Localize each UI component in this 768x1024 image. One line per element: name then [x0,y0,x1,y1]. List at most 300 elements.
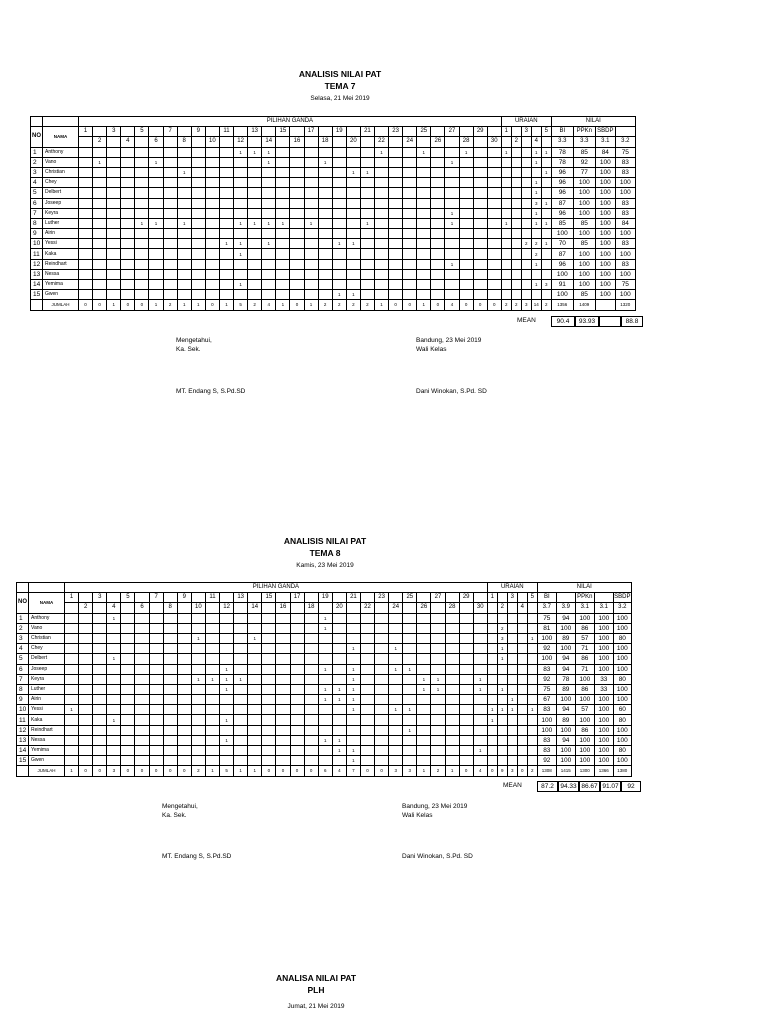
wrong-answer-cell [191,746,205,756]
student-no: 3 [31,167,43,177]
score-cell: 80 [613,715,631,725]
essay-cell [497,746,507,756]
wrong-answer-cell [248,735,262,745]
wrong-answer-cell [403,644,417,654]
wrong-answer-cell [177,725,191,735]
wrong-answer-cell [290,695,304,705]
jumlah-row [17,766,632,776]
wrong-answer-cell [360,644,374,654]
wrong-answer-cell [445,756,459,766]
wrong-answer-cell [389,613,403,623]
wrong-answer-cell [248,756,262,766]
score-cell: 100 [595,249,615,259]
student-name: Joseep [43,198,79,208]
essay-cell [507,746,517,756]
wrong-answer-cell: 1 [431,684,445,694]
essay-cell [527,613,537,623]
wrong-answer-cell [304,695,318,705]
wrong-answer-cell [290,633,304,643]
report-title-line1: ANALISIS NILAI PAT [298,69,382,79]
wrong-answer-cell: 1 [262,157,276,167]
wrong-answer-cell: 1 [346,746,360,756]
student-row [17,674,632,684]
wrong-answer-cell [346,725,360,735]
student-row [17,725,632,735]
score-cell: 80 [613,674,631,684]
wrong-answer-cell [149,623,163,633]
wrong-answer-cell [234,715,248,725]
essay-cell [487,674,497,684]
student-no: 9 [31,229,43,239]
wrong-answer-cell [205,756,219,766]
wrong-answer-cell [276,633,290,643]
essay-cell [507,715,517,725]
wrong-answer-cell [473,644,487,654]
jumlah-pg-cell: 1 [219,300,233,310]
wrong-answer-cell [163,756,177,766]
student-name: Airin [29,695,65,705]
wrong-answer-cell [149,746,163,756]
score-cell: 100 [595,198,615,208]
wrong-answer-cell [459,705,473,715]
wrong-answer-cell [276,664,290,674]
wrong-answer-cell [191,735,205,745]
signature-right-name: Dani Winokan, S.Pd. SD [402,853,473,860]
wrong-answer-cell [177,633,191,643]
wrong-answer-cell [375,695,389,705]
score-cell: 100 [595,239,615,249]
score-cell: 100 [537,715,556,725]
wrong-answer-cell: 1 [318,664,332,674]
wrong-answer-cell [205,644,219,654]
question-number: 15 [262,593,276,603]
student-row [17,613,632,623]
student-no: 1 [31,147,43,157]
score-cell: 89 [556,633,575,643]
question-number [332,593,346,603]
wrong-answer-cell [220,644,234,654]
report-title-line1: ANALISIS NILAI PAT [283,536,367,546]
wrong-answer-cell: 1 [220,715,234,725]
wrong-answer-cell [389,746,403,756]
score-cell: 100 [573,208,595,218]
wrong-answer-cell [403,623,417,633]
student-no: 15 [17,756,29,766]
wrong-answer-cell: 1 [234,218,248,228]
wrong-answer-cell [473,695,487,705]
signature-left-line1: Mengetahui, [176,337,212,344]
student-name: Chey [29,644,65,654]
essay-cell [507,613,517,623]
wrong-answer-cell [459,735,473,745]
wrong-answer-cell [262,735,276,745]
wrong-answer-cell [262,725,276,735]
jumlah-pg-cell: 0 [459,300,473,310]
wrong-answer-cell [417,756,431,766]
wrong-answer-cell [163,684,177,694]
wrong-answer-cell [93,623,107,633]
mean-values [537,781,641,792]
kd-code: 3.1 [575,603,594,613]
wrong-answer-cell [121,613,135,623]
wrong-answer-cell [346,735,360,745]
jumlah-pg-cell: 0 [135,766,149,776]
score-cell: 100 [595,229,615,239]
wrong-answer-cell [375,746,389,756]
essay-cell [527,746,537,756]
essay-cell: 1 [531,147,541,157]
wrong-answer-cell [290,756,304,766]
wrong-answer-cell [107,756,121,766]
wrong-answer-cell [149,654,163,664]
wrong-answer-cell [205,746,219,756]
wrong-answer-cell [417,725,431,735]
header-nilai: NILAI [551,117,635,127]
wrong-answer-cell [191,654,205,664]
wrong-answer-cell [79,623,93,633]
wrong-answer-cell [375,613,389,623]
essay-cell [497,695,507,705]
score-cell: 96 [551,188,573,198]
question-number: 22 [360,603,374,613]
wrong-answer-cell: 1 [332,735,346,745]
essay-cell [487,613,497,623]
score-cell: 100 [594,695,613,705]
score-cell: 83 [615,239,635,249]
question-number: 10 [205,137,219,147]
wrong-answer-cell: 1 [403,705,417,715]
wrong-answer-cell [135,633,149,643]
score-cell: 100 [595,157,615,167]
wrong-answer-cell [220,756,234,766]
score-cell: 100 [594,735,613,745]
wrong-answer-cell [163,644,177,654]
essay-number [487,603,497,613]
wrong-answer-cell [234,654,248,664]
score-cell: 100 [595,269,615,279]
mean-value: 93.93 [575,316,599,327]
score-cell: 100 [594,633,613,643]
score-cell: 100 [573,249,595,259]
score-cell: 86 [575,654,594,664]
wrong-answer-cell [403,695,417,705]
wrong-answer-cell: 1 [262,218,276,228]
essay-cell [527,735,537,745]
wrong-answer-cell [403,756,417,766]
wrong-answer-cell [360,613,374,623]
wrong-answer-cell [304,684,318,694]
wrong-answer-cell: 1 [248,633,262,643]
signature-right-line1: Bandung, 23 Mei 2019 [416,337,482,344]
jumlah-pg-cell: 7 [346,766,360,776]
score-cell: 80 [613,633,631,643]
wrong-answer-cell [389,756,403,766]
essay-cell [517,644,527,654]
question-number [191,593,205,603]
wrong-answer-cell [220,746,234,756]
report-title-line2: TEMA 8 [309,548,341,558]
student-name: Anthony [29,613,65,623]
wrong-answer-cell [276,644,290,654]
essay-cell: 1 [497,654,507,664]
wrong-answer-cell: 1 [346,290,360,300]
question-number: 11 [205,593,219,603]
score-cell: 83 [615,167,635,177]
wrong-answer-cell [107,735,121,745]
jumlah-pg-cell: 0 [79,766,93,776]
jumlah-pg-cell: 2 [360,300,374,310]
wrong-answer-cell [93,746,107,756]
wrong-answer-cell: 1 [360,218,374,228]
header-uraian: URAIAN [501,117,551,127]
wrong-answer-cell [304,644,318,654]
score-cell: 75 [615,147,635,157]
jumlah-pg-cell: 0 [290,766,304,776]
wrong-answer-cell [220,705,234,715]
wrong-answer-cell: 1 [234,239,248,249]
score-cell: 100 [551,229,573,239]
wrong-answer-cell [121,715,135,725]
question-number: 5 [135,127,149,137]
question-number: 6 [135,603,149,613]
wrong-answer-cell [107,725,121,735]
wrong-answer-cell: 1 [234,249,248,259]
header-pilihan-ganda: PILIHAN GANDA [65,583,488,593]
wrong-answer-cell [79,674,93,684]
wrong-answer-cell: 1 [332,684,346,694]
question-number [65,603,79,613]
essay-number: 1 [501,127,511,137]
subject-label: SBDP [595,127,615,137]
essay-cell: 2 [497,623,507,633]
score-cell: 100 [595,178,615,188]
jumlah-pg-cell: 2 [248,300,262,310]
wrong-answer-cell [248,684,262,694]
wrong-answer-cell [177,613,191,623]
wrong-answer-cell [177,735,191,745]
essay-cell [527,623,537,633]
wrong-answer-cell [473,725,487,735]
score-cell: 100 [575,756,594,766]
wrong-answer-cell [431,654,445,664]
question-number: 26 [431,137,445,147]
wrong-answer-cell [205,613,219,623]
wrong-answer-cell: 1 [346,644,360,654]
jumlah-pg-cell: 5 [220,766,234,776]
student-row [17,684,632,694]
wrong-answer-cell [262,633,276,643]
wrong-answer-cell [304,654,318,664]
question-number: 12 [234,137,248,147]
wrong-answer-cell: 1 [234,674,248,684]
score-cell: 70 [551,239,573,249]
wrong-answer-cell [191,644,205,654]
wrong-answer-cell [248,674,262,684]
jumlah-pg-cell: 1 [248,766,262,776]
wrong-answer-cell: 1 [234,147,248,157]
essay-cell [497,725,507,735]
question-number: 8 [177,137,191,147]
signature-right-line2: Wali Kelas [416,346,447,353]
score-cell: 89 [556,715,575,725]
jumlah-pg-cell: 0 [304,766,318,776]
kd-code: 3.9 [556,603,575,613]
wrong-answer-cell [276,623,290,633]
wrong-answer-cell: 1 [417,147,431,157]
question-number: 24 [403,137,417,147]
wrong-answer-cell [135,735,149,745]
essay-cell [507,756,517,766]
wrong-answer-cell [389,674,403,684]
wrong-answer-cell [79,735,93,745]
student-no: 1 [17,613,29,623]
jumlah-pg-cell: 2 [346,300,360,310]
student-name: Delbert [43,188,79,198]
question-number: 4 [121,137,135,147]
question-number: 20 [346,137,360,147]
wrong-answer-cell [191,613,205,623]
wrong-answer-cell [177,664,191,674]
wrong-answer-cell [389,715,403,725]
student-name: Vano [43,157,79,167]
wrong-answer-cell [79,725,93,735]
wrong-answer-cell [389,633,403,643]
report-date: Selasa, 21 Mei 2019 [310,95,370,102]
question-number: 16 [276,603,290,613]
wrong-answer-cell [290,644,304,654]
jumlah-score-cell: 1366 [594,766,613,776]
score-cell: 75 [537,613,556,623]
wrong-answer-cell [262,664,276,674]
student-name: Anthony [43,147,79,157]
essay-cell [507,725,517,735]
essay-cell [517,695,527,705]
essay-cell [507,633,517,643]
essay-cell [497,735,507,745]
wrong-answer-cell [163,613,177,623]
wrong-answer-cell [360,715,374,725]
score-cell: 100 [615,188,635,198]
wrong-answer-cell [332,664,346,674]
wrong-answer-cell [177,746,191,756]
wrong-answer-cell [107,705,121,715]
question-number: 1 [79,127,93,137]
essay-cell [507,735,517,745]
wrong-answer-cell [79,715,93,725]
wrong-answer-cell [360,735,374,745]
question-number [360,593,374,603]
jumlah-pg-cell: 0 [93,766,107,776]
jumlah-pg-cell: 2 [318,300,332,310]
question-number [403,603,417,613]
score-cell: 100 [595,208,615,218]
score-cell: 100 [613,725,631,735]
score-cell: 87 [551,249,573,259]
wrong-answer-cell [191,623,205,633]
wrong-answer-cell [220,633,234,643]
score-cell: 100 [537,633,556,643]
score-cell: 100 [594,746,613,756]
wrong-answer-cell [248,654,262,664]
score-cell: 100 [556,725,575,735]
signature-right [402,802,467,820]
essay-cell [527,674,537,684]
wrong-answer-cell [121,633,135,643]
wrong-answer-cell [389,623,403,633]
essay-cell: 1 [531,259,541,269]
wrong-answer-cell [459,633,473,643]
wrong-answer-cell [360,725,374,735]
essay-cell [507,684,517,694]
wrong-answer-cell [65,633,79,643]
wrong-answer-cell [135,695,149,705]
essay-cell [497,756,507,766]
jumlah-pg-cell: 1 [65,766,79,776]
wrong-answer-cell [234,684,248,694]
wrong-answer-cell [276,705,290,715]
score-cell: 85 [573,290,595,300]
wrong-answer-cell [248,623,262,633]
wrong-answer-cell [121,725,135,735]
wrong-answer-cell: 1 [346,664,360,674]
kd-code: 3.3 [551,137,573,147]
signature-right-name: Dani Winokan, S.Pd. SD [416,388,487,395]
question-number: 21 [360,127,374,137]
wrong-answer-cell [234,664,248,674]
essay-cell [527,684,537,694]
wrong-answer-cell [459,674,473,684]
wrong-answer-cell [290,715,304,725]
essay-cell [517,623,527,633]
jumlah-pg-cell: 0 [262,766,276,776]
wrong-answer-cell [403,674,417,684]
subject-label [594,593,613,603]
wrong-answer-cell [135,674,149,684]
wrong-answer-cell [375,633,389,643]
question-number: 30 [487,137,501,147]
question-number: 1 [65,593,79,603]
wrong-answer-cell [205,705,219,715]
wrong-answer-cell [107,684,121,694]
essay-cell: 1 [527,705,537,715]
student-no: 8 [31,218,43,228]
essay-cell [487,725,497,735]
wrong-answer-cell [459,746,473,756]
kd-code: 3.1 [595,137,615,147]
wrong-answer-cell [318,725,332,735]
wrong-answer-cell [121,705,135,715]
question-number [318,603,332,613]
wrong-answer-cell [417,654,431,664]
jumlah-pg-cell: 2 [431,766,445,776]
wrong-answer-cell: 1 [318,684,332,694]
wrong-answer-cell [290,654,304,664]
jumlah-pg-cell: 2 [191,766,205,776]
wrong-answer-cell [220,695,234,705]
wrong-answer-cell [262,684,276,694]
jumlah-pg-cell: 1 [304,300,318,310]
question-number [473,593,487,603]
wrong-answer-cell: 1 [374,147,388,157]
wrong-answer-cell [234,633,248,643]
score-cell: 92 [537,644,556,654]
wrong-answer-cell [107,664,121,674]
jumlah-pg-cell: 0 [121,766,135,776]
wrong-answer-cell [149,725,163,735]
wrong-answer-cell: 1 [459,147,473,157]
score-cell: 85 [573,239,595,249]
wrong-answer-cell [276,684,290,694]
